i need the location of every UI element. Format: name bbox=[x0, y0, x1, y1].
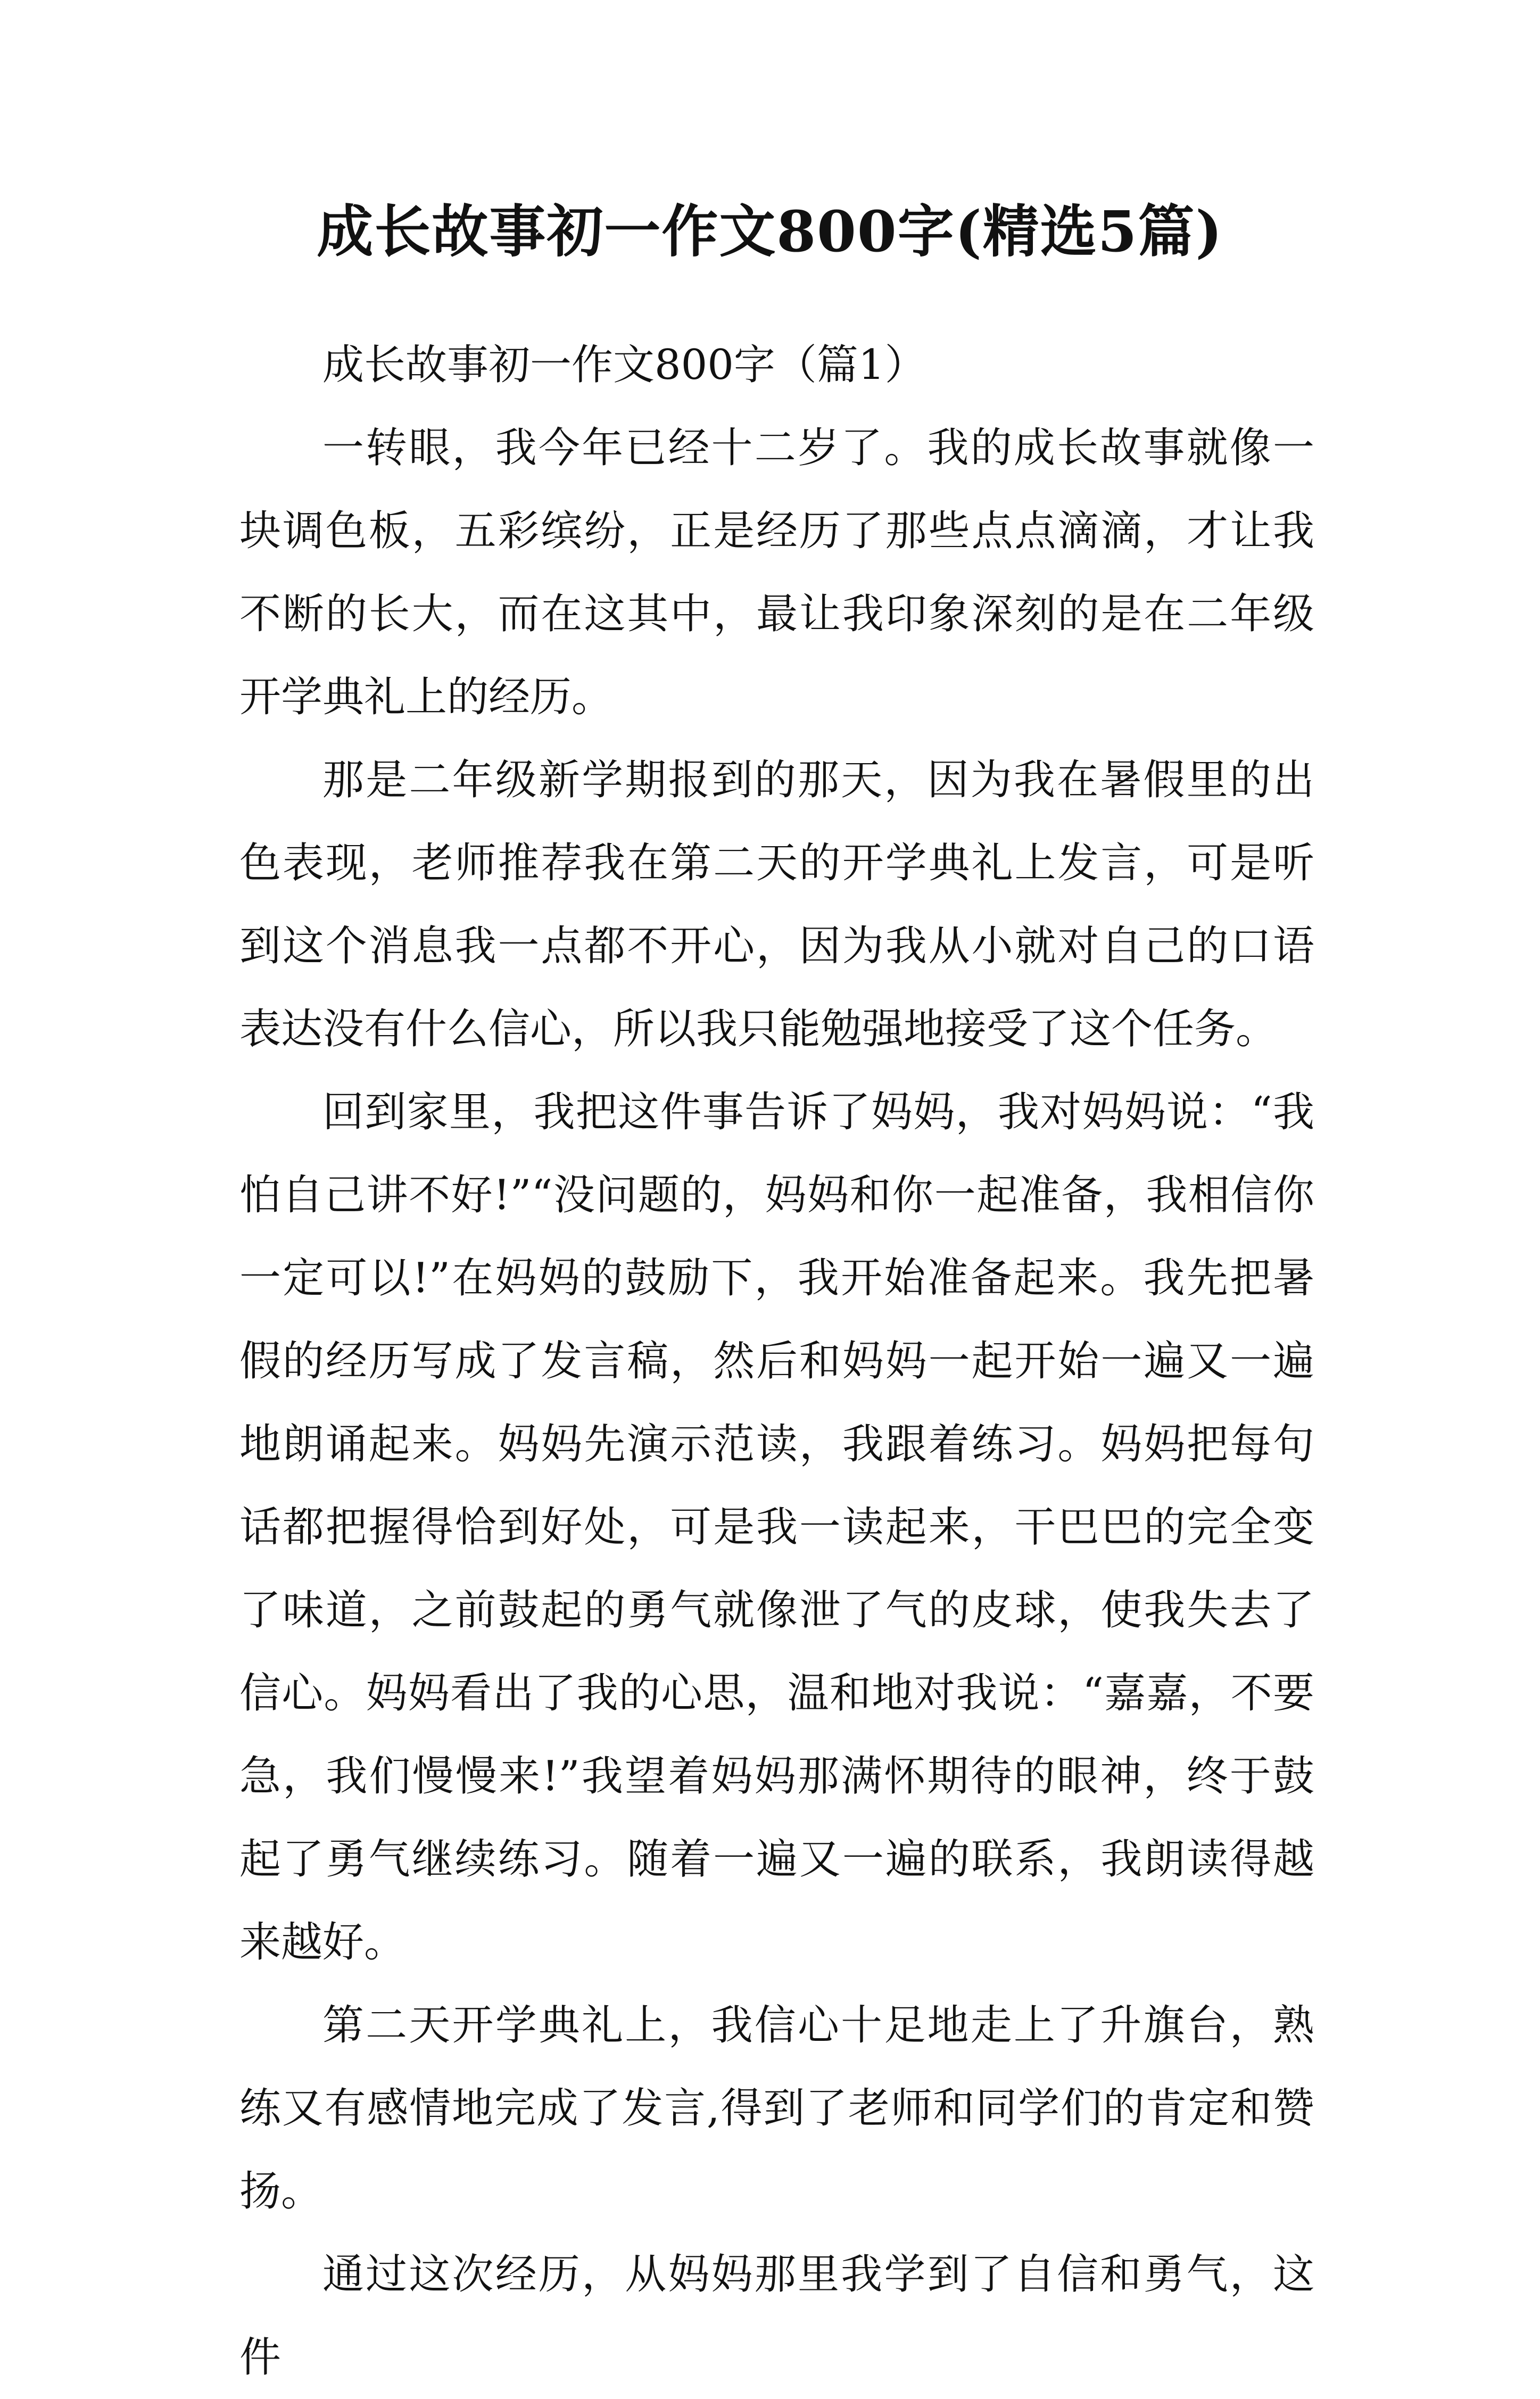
section-heading: 成长故事初一作文800字（篇1） bbox=[322, 341, 926, 389]
paragraph-4: 第二天开学典礼上，我信心十足地走上了升旗台，熟练又有感情地完成了发言,得到了老师和同学们的肯定和赞扬。 bbox=[239, 2001, 1314, 2215]
paragraph-3: 回到家里，我把这件事告诉了妈妈，我对妈妈说：“我怕自己讲不好!”“没问题的，妈妈和你一起准备，我相信你一定可以!”在妈妈的鼓励下，我开始准备起来。我先把暑假的经历写成了发言稿，然后和妈妈一起开始一遍又一遍地朗诵起来。妈妈先演示范读，我跟着练习。妈妈把每句话都把握得恰到好处，可是我一读起来，干巴巴的完全变了味道，之前鼓起的勇气就像泄了气的皮球，使我失去了信心。妈妈看出了我的心思，温和地对我说：“嘉嘉，不要急，我们慢慢来!”我望着妈妈那满怀期待的眼神，终于鼓起了勇气继续练习。随着一遍又一遍的联系，我朗读得越来越好。 bbox=[239, 1088, 1314, 1966]
document-title: 成长故事初一作文800字(精选5篇) bbox=[317, 198, 1223, 264]
document-body bbox=[239, 324, 1314, 2399]
paragraph-2: 那是二年级新学期报到的那天，因为我在暑假里的出色表现，老师推荐我在第二天的开学典礼上发言，可是听到这个消息我一点都不开心，因为我从小就对自己的口语表达没有什么信心，所以我只能勉强地接受了这个任务。 bbox=[239, 756, 1314, 1053]
paragraph-1: 一转眼，我今年已经十二岁了。我的成长故事就像一块调色板，五彩缤纷，正是经历了那些点点滴滴，才让我不断的长大，而在这其中，最让我印象深刻的是在二年级开学典礼上的经历。 bbox=[239, 424, 1314, 721]
paragraph-5: 通过这次经历，从妈妈那里我学到了自信和勇气，这件 bbox=[239, 2251, 1314, 2381]
